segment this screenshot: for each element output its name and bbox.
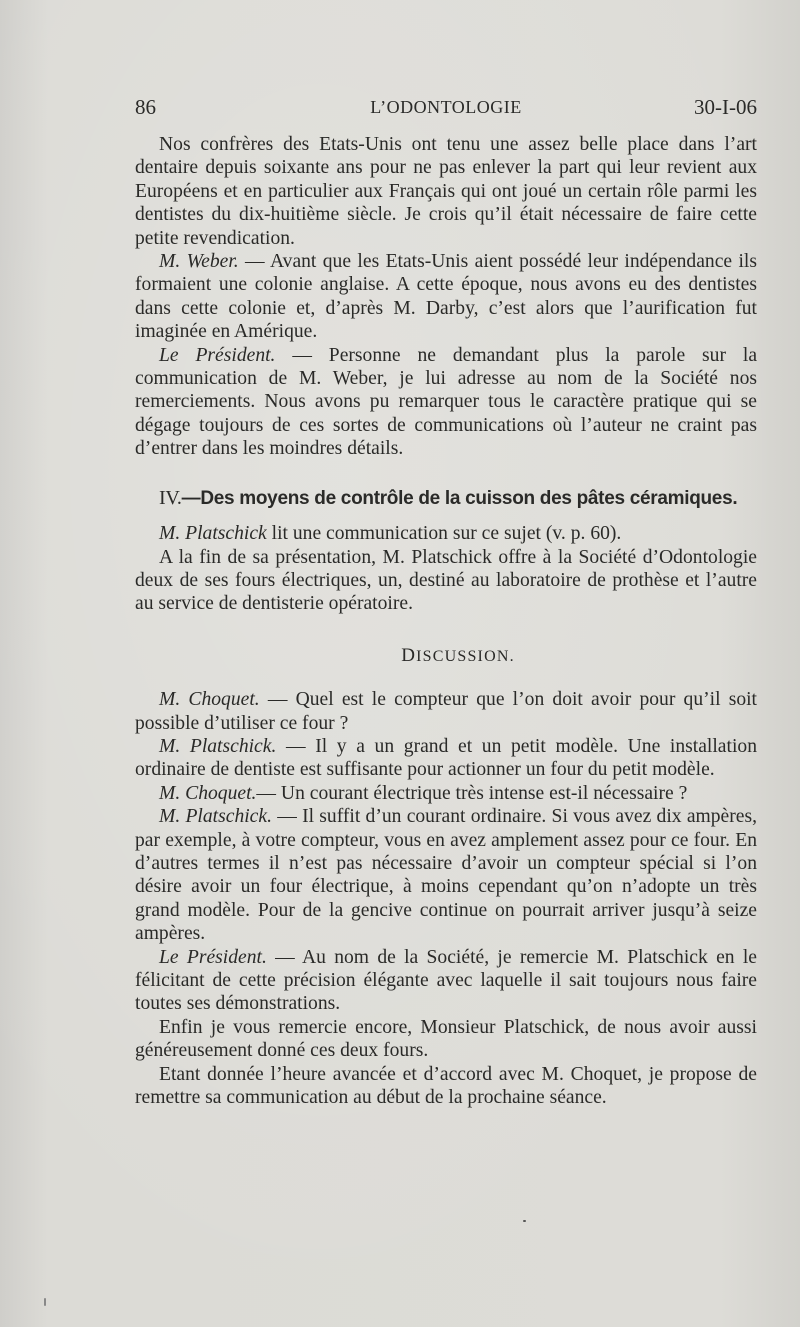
paragraph <box>135 1063 757 1110</box>
speaker-name: M. Platschick. <box>159 806 272 828</box>
paragraph <box>135 522 757 545</box>
speaker-name: M. Platschick. <box>159 735 277 757</box>
discussion-heading <box>135 644 757 668</box>
ink-speck <box>44 1298 46 1306</box>
speaker-name: Le Président. <box>159 344 276 366</box>
issue-date: 30-I-06 <box>694 95 757 119</box>
speaker-name: M. Choquet. <box>159 689 260 711</box>
paragraph <box>135 1016 757 1063</box>
paragraph <box>135 782 757 805</box>
paragraph <box>135 735 757 782</box>
paragraph-text: — Il y a un grand et un petit modèle. Une installation ordinaire de dentiste est suffisante pour actionner un four du petit modèle. <box>135 735 757 781</box>
paragraph <box>135 250 757 344</box>
paragraph <box>135 344 757 461</box>
discussion-initial: D <box>401 644 417 666</box>
speaker-name: M. Choquet. <box>159 782 257 804</box>
paragraph-text: — Quel est le compteur que l’on doit avoir pour qu’il soit possible d’utiliser ce four ? <box>135 689 758 734</box>
paragraph-text: A la fin de sa présentation, M. Platschick offre à la Société d’Odontologie deux de ses fours électriques, un, destiné au laboratoire de prothèse et l’autre au service de dentisterie opératoire. <box>135 546 757 615</box>
page-number: 86 <box>135 95 156 119</box>
paragraph <box>135 805 757 945</box>
paragraph <box>135 133 757 250</box>
paragraph-text: Etant donnée l’heure avancée et d’accord avec M. Choquet, je propose de remettre sa communication au début de la prochaine séance. <box>135 1063 757 1109</box>
ink-speck <box>523 1220 526 1222</box>
speaker-name: M. Platschick <box>159 523 267 545</box>
paragraph <box>135 546 757 616</box>
running-header <box>135 95 757 125</box>
paragraph-text: Enfin je vous remercie encore, Monsieur Platschick, de nous avoir aussi généreusement donné ces deux fours. <box>135 1016 757 1062</box>
paragraph-text: lit une communication sur ce sujet (v. p. 60). <box>266 523 622 545</box>
paragraph-text: — Il suffit d’un courant ordinaire. Si vous avez dix ampères, par exemple, à votre compteur, vous en avez amplement assez pour ce four. En d’autres termes il n’est pas nécessaire d’avoir un compteur spécial si l’on désire avoir un four électrique, à moins cependant qu’on n’adopte un très grand modèle. Pour de la gencive continue on pourrait arriver jusqu’à seize ampères. <box>135 806 757 945</box>
paragraph-text: — Au nom de la Société, je remercie M. Platschick en le félicitant de cette précision élégante avec laquelle il sait toujours nous faire toutes ses démonstrations. <box>135 946 757 1015</box>
section-title: —Des moyens de contrôle de la cuisson des pâtes céramiques. <box>181 487 738 509</box>
speaker-name: Le Président. <box>159 946 267 968</box>
speaker-name: M. Weber. <box>159 251 239 273</box>
paragraph <box>135 688 757 735</box>
paragraph-text: Nos confrères des Etats-Unis ont tenu une assez belle place dans l’art dentaire depuis soixante ans pour ne pas enlever la part qui leur revient aux Européens et en particulier aux Français qui ont joué un certain rôle parmi les dentistes du dix-huitième siècle. Je crois qu’il était nécessaire de faire cette petite revendication. <box>135 134 757 249</box>
paragraph-text: — Personne ne demandant plus la parole sur la communication de M. Weber, je lui adresse au nom de la Société nos remerciements. Nous avons pu remarquer tous le caractère pratique qui se dégage toujours de ces sortes de communications où l’auteur ne craint pas d’entrer dans les moindres détails. <box>135 344 758 460</box>
section-heading <box>135 487 757 510</box>
body-text <box>135 133 757 1109</box>
journal-title: L’ODONTOLOGIE <box>370 97 522 117</box>
section-numeral: IV. <box>159 486 182 509</box>
paragraph <box>135 946 757 1016</box>
paragraph-text: — Avant que les Etats-Unis aient possédé leur indépendance ils formaient une colonie anglaise. A cette époque, nous avons eu des dentistes dans cette colonie et, d’après M. Darby, c’est alors que l’aurification fut imaginée en Amérique. <box>135 251 757 343</box>
discussion-rest: ISCUSSION. <box>416 647 515 665</box>
paragraph-text: — Un courant électrique très intense est-il nécessaire ? <box>256 782 688 804</box>
